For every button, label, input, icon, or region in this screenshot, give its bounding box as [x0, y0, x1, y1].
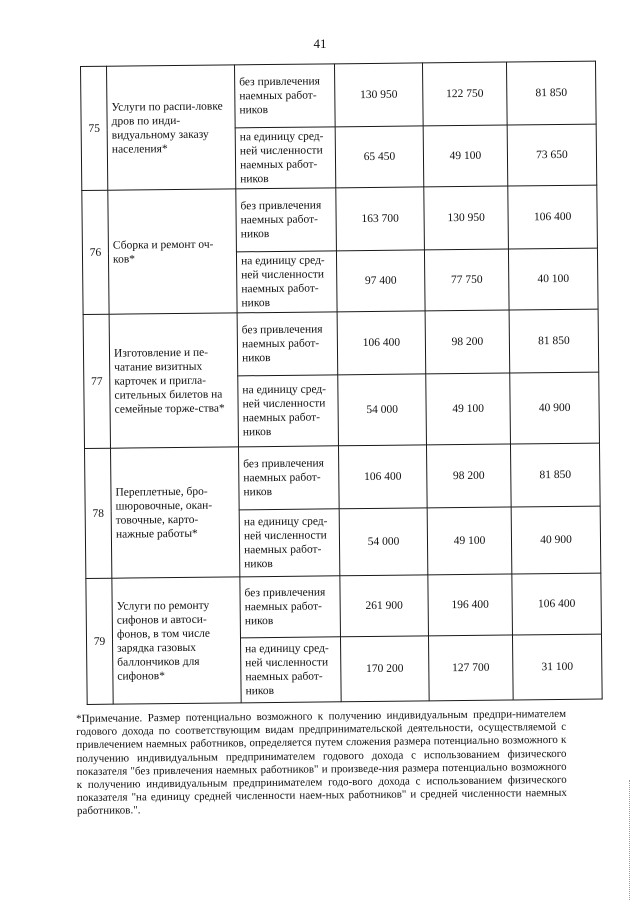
row-number: 77	[83, 314, 110, 448]
margin-scan-mark	[629, 780, 632, 900]
value-cell: 77 750	[424, 249, 509, 311]
value-cell: 73 650	[507, 124, 597, 186]
value-cell: 130 950	[424, 186, 509, 250]
value-cell: 106 400	[338, 445, 427, 509]
value-cell: 49 100	[427, 507, 512, 575]
value-cell: 106 400	[512, 573, 602, 635]
table-row	[82, 185, 598, 253]
footnote: *Примечание. Размер потенциально возможного к получению индивидуальным предпри-нимателем годового дохода по соответствующим видам предпринимательской деятельности, осуществляемой с привлечением наемных работников, определяется путем сложения размера потенциально возможного к получению индивидуальным предпринимателем годового дохода с использованием физического показателя "без привлечения наемных работников" и произведе-ния размера потенциально возможного к получению индивидуальным предпринимателем годо-вого дохода с использованием физического показателя "на единицу средней численности наем-ных работников" и средней численности наемных работников.".	[76, 707, 567, 818]
value-cell: 40 100	[508, 248, 598, 310]
value-cell: 170 200	[340, 636, 429, 702]
service-name: Изготовление и пе-чатание визитных карточек и пригла-сительных билетов на семейные торже-ства*	[109, 313, 238, 448]
table-row	[81, 61, 597, 129]
value-cell: 31 100	[512, 634, 602, 700]
value-cell: 81 850	[509, 309, 599, 373]
value-cell: 65 450	[335, 126, 424, 188]
indicator-type: на единицу сред-ней численности наемных работ-ников	[240, 637, 341, 703]
value-cell: 54 000	[338, 374, 427, 446]
indicator-type: на единицу сред-ней численности наемных работ-ников	[236, 251, 337, 313]
table-row	[86, 573, 602, 639]
value-cell: 54 000	[339, 508, 428, 576]
income-table	[80, 61, 603, 705]
indicator-type: на единицу сред-ней численности наемных работ-ников	[235, 127, 336, 189]
value-cell: 49 100	[426, 373, 511, 445]
row-number: 78	[85, 448, 112, 578]
indicator-type: без привлечения наемных работ-ников	[237, 312, 338, 376]
indicator-type: без привлечения наемных работ-ников	[240, 576, 341, 638]
row-number: 76	[82, 190, 109, 314]
value-cell: 122 750	[422, 62, 507, 126]
service-name: Услуги по ремонту сифонов и автоси-фонов, в том числе зарядка газовых баллончиков для сифонов*	[112, 577, 241, 704]
value-cell: 40 900	[511, 506, 601, 574]
value-cell: 98 200	[425, 310, 510, 374]
row-number: 75	[81, 66, 108, 190]
table-row	[85, 443, 601, 511]
value-cell: 196 400	[428, 574, 513, 636]
value-cell: 130 950	[334, 63, 423, 127]
indicator-type: без привлечения наемных работ-ников	[236, 188, 337, 252]
indicator-type: без привлечения наемных работ-ников	[234, 64, 335, 128]
value-cell: 49 100	[423, 125, 508, 187]
value-cell: 81 850	[510, 443, 600, 507]
value-cell: 261 900	[340, 575, 429, 637]
value-cell: 81 850	[506, 61, 596, 125]
indicator-type: на единицу сред-ней численности наемных работ-ников	[238, 375, 339, 447]
value-cell: 106 400	[337, 311, 426, 375]
service-name: Сборка и ремонт оч-ков*	[108, 189, 237, 314]
table-row	[83, 309, 599, 377]
service-name: Услуги по распи-ловке дров по инди-видуальному заказу населения*	[107, 65, 236, 190]
value-cell: 106 400	[508, 185, 598, 249]
indicator-type: без привлечения наемных работ-ников	[238, 446, 339, 510]
page-number: 41	[313, 36, 327, 51]
service-name: Переплетные, бро-шюровочные, окан-товочные, карто-нажные работы*	[111, 447, 240, 578]
indicator-type: на единицу сред-ней численности наемных работ-ников	[239, 509, 340, 577]
row-number: 79	[86, 578, 113, 704]
value-cell: 97 400	[336, 250, 425, 312]
value-cell: 98 200	[426, 444, 511, 508]
value-cell: 40 900	[510, 372, 600, 444]
value-cell: 163 700	[336, 187, 425, 251]
value-cell: 127 700	[428, 635, 513, 701]
